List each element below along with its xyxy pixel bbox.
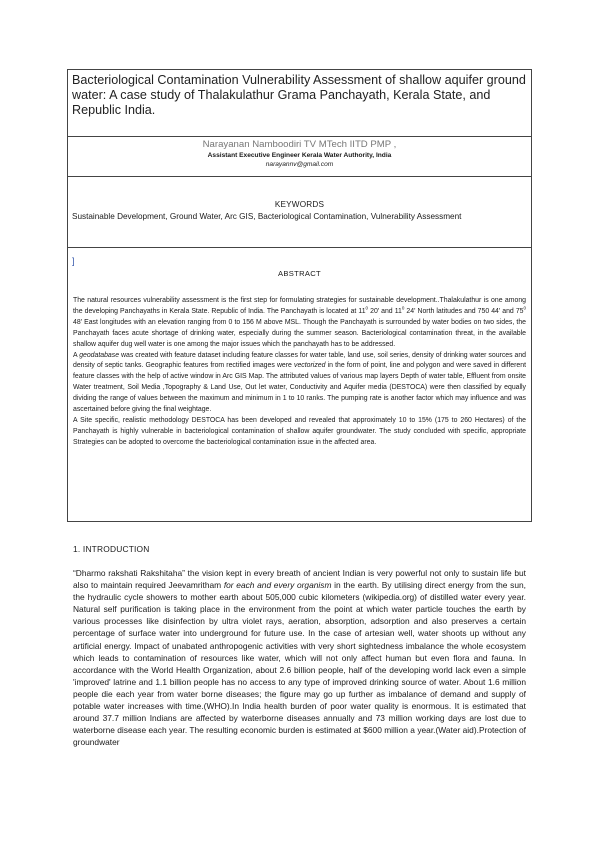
title-box — [67, 69, 532, 137]
paper-title: Bacteriological Contamination Vulnerability Assessment of shallow aquifer ground water: A case study of Thalakulathur Grama Panchayath, Kerala State, and Republic India. — [72, 73, 526, 118]
introduction-paragraph: “Dharmo rakshati Rakshitaha” the vision kept in every breath of ancient Indian is very powerful not only to sustain life but also to maintain required Jeevamritham for each and every organism in the earth. By utilising direct energy from the sun, the hydraulic cycle showers to mother earth about 505,000 cubic kilometers (wikipedia.org) of distilled water every year. Natural self purification is taking place in the environment from the point at which water particle touches the earth by various processes like disinfection by ultra violet rays, aeration, absorption, adsorption and also preserves a certain percentage of surface water into underground for future use. In the case of artesian well, water shoots up without any artificial energy. Impact of unabated anthropogenic activities with very short sightedness imbalance the whole ecosystem which leads to contamination of resources like water, which will not only affect human but even flora and fauna. In accordance with the World Health Organization, about 2.6 billion people, half of the developing world lack even a simple 'improved' latrine and 1.1 billion people has no access to any type of improved drinking source of water. About 1.6 million people die each year from water borne diseases; the figure may go up further as imbalance of demand and supply of potable water increases with time.(WHO).In India health burden of poor water quality is enormous. It is estimated that around 37.7 million Indians are affected by waterborne diseases annually and 73 million working days are lost due to waterborne disease each year. The resulting economic burden is estimated at $600 million a year.(Water aid).Protection of groundwater — [73, 568, 526, 748]
degree-sup: 0 — [523, 305, 526, 311]
abstract-box — [67, 247, 532, 522]
abstract-paragraph-2: A geodatabase was created with feature dataset including feature classes for water table, land use, soil series, density of drinking water sources and density of septic tanks. Geographic features from rectified images were vectorized in the form of point, line and polygon and were saved in different feature classes with the help of active window in Arc GIS Map. The attributed values of various map layers Depth of water table, Effluent from onsite Water treatment, Soil Media ,Topography & Land Use, Out let water, Conductivity and Aquifer media (DESTOCA) were then classified by equally dividing the range of values between the maximum and minimum in 1 to 10 ranks. The pumping rate is another factor which may influence and was ascertained before giving the final weightage. — [73, 351, 527, 414]
keywords-text: Sustainable Development, Ground Water, Arc GIS, Bacteriological Contamination, Vulnerability Assessment — [72, 212, 462, 221]
introduction-body — [73, 567, 526, 748]
keywords-box — [67, 176, 532, 248]
degree-sup: 0 — [401, 305, 405, 311]
bracket-mark: ] — [72, 256, 75, 266]
author-affiliation: Assistant Executive Engineer Kerala Water Authority, India — [207, 152, 392, 159]
abstract-heading: ABSTRACT — [278, 269, 321, 278]
degree-sup: 0 — [365, 305, 369, 311]
author-email: narayannv@gmail.com — [265, 161, 334, 168]
introduction-heading: 1. INTRODUCTION — [73, 544, 150, 554]
abstract-paragraph-3: A Site specific, realistic methodology DESTOCA has been developed and revealed that approximately 10 to 15% (175 to 260 Hectares) of the Panchayath is highly vulnerable in bacteriological contamination of shallow aquifer groundwater. The study concluded with specific, appropriate Strategies can be adopted to overcome the bacteriological contamination issue in the affected area. — [73, 416, 526, 446]
author-box — [67, 136, 532, 177]
keywords-heading: KEYWORDS — [274, 200, 325, 209]
author-name: Narayanan Namboodiri TV MTech IITD PMP , — [202, 139, 397, 150]
abstract-paragraph-1: The natural resources vulnerability assessment is the first step for formulating strategies for sustainable development..Thalakulathur is one among the developing Panchayaths in Kerala State. Republic of India. The Panchayath is located at $11^0$ 20' and $11^0$ 24' North latitudes and 750 44' and $75^0$ 48' East longitudes with an elevation ranging from 0 to 156 M above MSL. Though the Panchayath is surrounded by water bodies on two sides, the Panchayath faces acute shortage of drinking water, especially during the summer season. Bacteriological contamination threat, in the available shallow aquifer dug well water is one among the major issues which the panchayath has to be addressed. — [73, 297, 526, 348]
abstract-body — [73, 296, 526, 449]
